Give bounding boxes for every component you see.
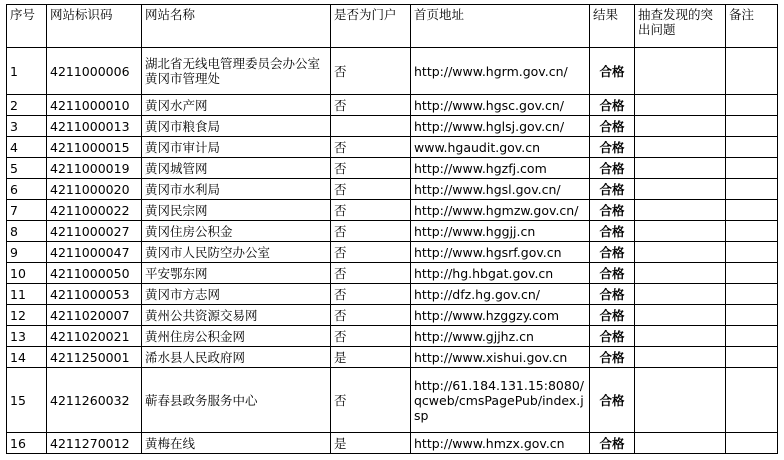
table-row: [7, 284, 778, 305]
cell-result: 合格: [590, 221, 635, 242]
cell-homepage-url: http://www.gjjhz.cn: [411, 326, 590, 347]
cell-notes: [726, 284, 778, 305]
website-inspection-table: [6, 4, 778, 454]
cell-result: 合格: [590, 305, 635, 326]
cell-site-id: 4211000010: [47, 95, 142, 116]
header-notes: 备注: [726, 5, 778, 48]
cell-site-name: 湖北省无线电管理委员会办公室黄冈市管理处: [142, 48, 331, 95]
cell-site-name: 黄冈市粮食局: [142, 116, 331, 137]
cell-homepage-url: http://61.184.131.15:8080/qcweb/cmsPagePub/index.jsp: [411, 368, 590, 433]
cell-site-name: 黄冈市水利局: [142, 179, 331, 200]
cell-issues: [635, 95, 726, 116]
cell-notes: [726, 116, 778, 137]
cell-seq: 13: [7, 326, 47, 347]
table-row: [7, 368, 778, 433]
table-row: [7, 116, 778, 137]
table-body: [7, 48, 778, 454]
cell-site-id: 4211000050: [47, 263, 142, 284]
cell-is-portal: 否: [331, 263, 411, 284]
cell-site-name: 黄冈城管网: [142, 158, 331, 179]
cell-homepage-url: http://hg.hbgat.gov.cn: [411, 263, 590, 284]
cell-seq: 10: [7, 263, 47, 284]
cell-seq: 11: [7, 284, 47, 305]
cell-is-portal: 否: [331, 221, 411, 242]
cell-site-name: 黄州公共资源交易网: [142, 305, 331, 326]
cell-is-portal: 否: [331, 200, 411, 221]
header-result: 结果: [590, 5, 635, 48]
header-homepage-url: 首页地址: [411, 5, 590, 48]
table-row: [7, 200, 778, 221]
cell-result: 合格: [590, 368, 635, 433]
cell-result: 合格: [590, 158, 635, 179]
cell-site-name: 黄冈市审计局: [142, 137, 331, 158]
cell-homepage-url: www.hgaudit.gov.cn: [411, 137, 590, 158]
cell-site-id: 4211020007: [47, 305, 142, 326]
cell-site-name: 平安鄂东网: [142, 263, 331, 284]
cell-site-name: 黄州住房公积金网: [142, 326, 331, 347]
cell-result: 合格: [590, 48, 635, 95]
cell-seq: 1: [7, 48, 47, 95]
cell-site-id: 4211000020: [47, 179, 142, 200]
cell-homepage-url: http://www.xishui.gov.cn: [411, 347, 590, 368]
cell-is-portal: [331, 116, 411, 137]
cell-homepage-url: http://www.hgrm.gov.cn/: [411, 48, 590, 95]
cell-is-portal: 否: [331, 158, 411, 179]
cell-homepage-url: http://www.hgmzw.gov.cn/: [411, 200, 590, 221]
cell-notes: [726, 368, 778, 433]
cell-seq: 4: [7, 137, 47, 158]
cell-seq: 15: [7, 368, 47, 433]
table-row: [7, 242, 778, 263]
cell-issues: [635, 137, 726, 158]
cell-is-portal: 是: [331, 347, 411, 368]
cell-site-name: 黄冈水产网: [142, 95, 331, 116]
cell-issues: [635, 263, 726, 284]
cell-site-name: 黄梅在线: [142, 433, 331, 454]
cell-result: 合格: [590, 116, 635, 137]
cell-seq: 7: [7, 200, 47, 221]
cell-notes: [726, 48, 778, 95]
cell-homepage-url: http://www.hglsj.gov.cn/: [411, 116, 590, 137]
cell-seq: 9: [7, 242, 47, 263]
table-row: [7, 347, 778, 368]
cell-issues: [635, 284, 726, 305]
cell-homepage-url: http://www.hgzfj.com: [411, 158, 590, 179]
cell-site-name: 浠水县人民政府网: [142, 347, 331, 368]
cell-is-portal: 是: [331, 433, 411, 454]
cell-is-portal: 否: [331, 137, 411, 158]
cell-issues: [635, 221, 726, 242]
cell-is-portal: 否: [331, 305, 411, 326]
cell-homepage-url: http://www.hgsl.gov.cn/: [411, 179, 590, 200]
cell-site-id: 4211000013: [47, 116, 142, 137]
header-issues: 抽查发现的突出问题: [635, 5, 726, 48]
table-row: [7, 433, 778, 454]
cell-result: 合格: [590, 200, 635, 221]
cell-result: 合格: [590, 347, 635, 368]
header-row: [7, 5, 778, 48]
table-row: [7, 263, 778, 284]
cell-seq: 16: [7, 433, 47, 454]
cell-is-portal: 否: [331, 179, 411, 200]
cell-notes: [726, 158, 778, 179]
cell-seq: 12: [7, 305, 47, 326]
cell-site-name: 黄冈市方志网: [142, 284, 331, 305]
cell-homepage-url: http://www.hzggzy.com: [411, 305, 590, 326]
cell-notes: [726, 200, 778, 221]
cell-issues: [635, 368, 726, 433]
table-row: [7, 48, 778, 95]
cell-result: 合格: [590, 242, 635, 263]
cell-result: 合格: [590, 284, 635, 305]
cell-issues: [635, 305, 726, 326]
cell-is-portal: 否: [331, 95, 411, 116]
cell-notes: [726, 95, 778, 116]
cell-seq: 8: [7, 221, 47, 242]
cell-is-portal: 否: [331, 368, 411, 433]
cell-seq: 14: [7, 347, 47, 368]
cell-result: 合格: [590, 263, 635, 284]
cell-issues: [635, 242, 726, 263]
cell-site-id: 4211260032: [47, 368, 142, 433]
cell-notes: [726, 179, 778, 200]
cell-issues: [635, 200, 726, 221]
cell-notes: [726, 326, 778, 347]
cell-notes: [726, 221, 778, 242]
cell-site-id: 4211000047: [47, 242, 142, 263]
cell-issues: [635, 326, 726, 347]
cell-site-name: 黄冈市人民防空办公室: [142, 242, 331, 263]
cell-result: 合格: [590, 95, 635, 116]
cell-site-id: 4211000006: [47, 48, 142, 95]
table-row: [7, 95, 778, 116]
cell-notes: [726, 263, 778, 284]
cell-is-portal: 否: [331, 48, 411, 95]
table-row: [7, 179, 778, 200]
cell-seq: 5: [7, 158, 47, 179]
cell-site-name: 黄冈民宗网: [142, 200, 331, 221]
cell-result: 合格: [590, 179, 635, 200]
cell-issues: [635, 347, 726, 368]
cell-notes: [726, 433, 778, 454]
cell-notes: [726, 242, 778, 263]
cell-site-id: 4211000019: [47, 158, 142, 179]
header-is-portal: 是否为门户: [331, 5, 411, 48]
cell-is-portal: 否: [331, 242, 411, 263]
cell-seq: 3: [7, 116, 47, 137]
cell-is-portal: 否: [331, 284, 411, 305]
cell-notes: [726, 137, 778, 158]
cell-homepage-url: http://www.hggjj.cn: [411, 221, 590, 242]
cell-site-id: 4211020021: [47, 326, 142, 347]
cell-site-id: 4211000015: [47, 137, 142, 158]
cell-site-id: 4211000027: [47, 221, 142, 242]
table-row: [7, 158, 778, 179]
cell-result: 合格: [590, 433, 635, 454]
cell-homepage-url: http://www.hmzx.gov.cn: [411, 433, 590, 454]
cell-notes: [726, 347, 778, 368]
table-row: [7, 137, 778, 158]
cell-is-portal: 否: [331, 326, 411, 347]
cell-homepage-url: http://www.hgsrf.gov.cn: [411, 242, 590, 263]
cell-site-id: 4211270012: [47, 433, 142, 454]
cell-site-name: 黄冈住房公积金: [142, 221, 331, 242]
cell-issues: [635, 48, 726, 95]
header-seq: 序号: [7, 5, 47, 48]
cell-result: 合格: [590, 326, 635, 347]
cell-site-id: 4211250001: [47, 347, 142, 368]
cell-site-id: 4211000022: [47, 200, 142, 221]
table-row: [7, 305, 778, 326]
header-site-id: 网站标识码: [47, 5, 142, 48]
cell-issues: [635, 433, 726, 454]
cell-issues: [635, 116, 726, 137]
cell-homepage-url: http://dfz.hg.gov.cn/: [411, 284, 590, 305]
cell-issues: [635, 179, 726, 200]
cell-issues: [635, 158, 726, 179]
table-row: [7, 326, 778, 347]
cell-site-name: 蕲春县政务服务中心: [142, 368, 331, 433]
cell-result: 合格: [590, 137, 635, 158]
cell-homepage-url: http://www.hgsc.gov.cn/: [411, 95, 590, 116]
cell-site-id: 4211000053: [47, 284, 142, 305]
cell-seq: 6: [7, 179, 47, 200]
cell-notes: [726, 305, 778, 326]
cell-seq: 2: [7, 95, 47, 116]
header-site-name: 网站名称: [142, 5, 331, 48]
table-row: [7, 221, 778, 242]
